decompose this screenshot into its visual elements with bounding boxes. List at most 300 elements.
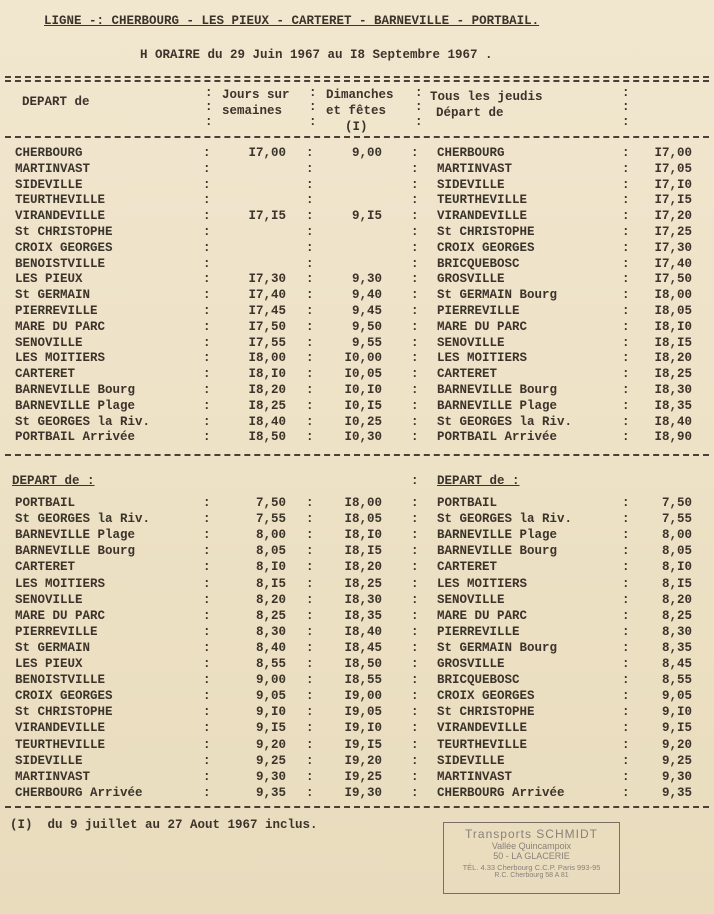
weekday-time: 8,55 — [255, 657, 286, 671]
column-separator: : — [411, 576, 419, 591]
column-separator: : — [306, 624, 314, 639]
column-separator: : — [203, 689, 211, 704]
column-separator: : — [622, 414, 630, 429]
weekday-time: I7,30 — [248, 272, 286, 287]
column-separator: : — [306, 705, 314, 720]
column-separator: : — [306, 367, 314, 382]
column-separator: : — [306, 209, 314, 224]
header-sundays-line1: Dimanches — [326, 88, 394, 102]
sunday-time: 9,00 — [351, 146, 382, 160]
thursday-stop-name: PORTBAIL Arrivée — [437, 430, 558, 445]
timetable-row — [0, 193, 714, 209]
column-separator: : — [622, 737, 630, 752]
stop-name: BARNEVILLE Bourg — [15, 544, 136, 559]
column-separator: : — [203, 737, 211, 752]
column-separator: : — [411, 335, 419, 350]
timetable-row — [0, 162, 714, 178]
stamp-phone: TÉL. 4.33 Cherbourg C.C.P. Paris 993-95 — [462, 863, 601, 872]
column-separator: : — [306, 673, 314, 688]
column-separator: : — [203, 304, 211, 318]
stop-name: CHERBOURG — [15, 146, 83, 160]
thursday-stop-name: TEURTHEVILLE — [437, 737, 528, 752]
thursday-time: I8,25 — [654, 367, 692, 382]
weekday-time: 8,05 — [255, 544, 286, 559]
thursday-stop-name: St GEORGES la Riv. — [437, 414, 573, 429]
column-separator: : — [622, 753, 630, 768]
sunday-time: I0,25 — [344, 414, 382, 429]
thursday-time: I8,I5 — [654, 335, 692, 350]
column-separator: : — [622, 398, 630, 413]
sunday-time: I0,I0 — [344, 383, 382, 397]
thursday-time: I7,40 — [654, 256, 692, 271]
timetable-row — [0, 512, 714, 528]
stop-name: SIDEVILLE — [15, 177, 83, 192]
timetable-row — [0, 430, 714, 446]
column-separator: : — [306, 560, 314, 575]
stamp-address: Vallée Quincampoix — [491, 841, 572, 851]
stop-name: LES MOITIERS — [15, 351, 106, 366]
column-separator: : — [411, 367, 419, 382]
column-separator: : — [306, 240, 314, 255]
stop-name: BENOISTVILLE — [15, 673, 106, 688]
timetable-row — [0, 257, 714, 273]
stop-name: MARTINVAST — [15, 161, 91, 176]
thursday-stop-name: St CHRISTOPHE — [437, 705, 535, 720]
stop-name: CROIX GEORGES — [15, 689, 113, 704]
thursday-time: 8,45 — [661, 657, 692, 671]
column-separator: : — [203, 560, 211, 575]
column-separator: : — [622, 657, 630, 671]
thursday-time: 9,25 — [661, 753, 692, 768]
stop-name: TEURTHEVILLE — [15, 737, 106, 752]
thursday-time: I7,05 — [654, 161, 692, 176]
sunday-time: I9,I0 — [344, 721, 382, 736]
timetable-row — [0, 673, 714, 689]
thursday-stop-name: CHERBOURG Arrivée — [437, 785, 565, 800]
column-separator: : — [411, 288, 419, 303]
column-separator: : — [203, 512, 211, 527]
thursday-time: I8,00 — [654, 288, 692, 303]
column-separator: : — [622, 177, 630, 192]
column-separator: : — [203, 640, 211, 655]
thursday-time: 8,35 — [661, 640, 692, 655]
column-separator: : — [306, 430, 314, 445]
header-separator: : : : — [205, 86, 213, 129]
timetable-row — [0, 528, 714, 544]
timetable-row — [0, 320, 714, 336]
column-separator: : — [306, 753, 314, 768]
column-separator: : — [411, 414, 419, 429]
column-separator: : — [622, 785, 630, 800]
column-separator: : — [306, 256, 314, 271]
column-separator: : — [411, 177, 419, 192]
column-separator: : — [411, 640, 419, 655]
column-separator: : — [306, 608, 314, 623]
timetable-row — [0, 560, 714, 576]
thursday-stop-name: MARE DU PARC — [437, 608, 528, 623]
thursday-stop-name: SENOVILLE — [437, 335, 505, 350]
timetable-row — [0, 721, 714, 737]
stop-name: SIDEVILLE — [15, 753, 83, 768]
stop-name: SENOVILLE — [15, 335, 83, 350]
stop-name: BARNEVILLE Bourg — [15, 383, 136, 397]
stop-name: BENOISTVILLE — [15, 256, 106, 271]
header-separator: : : : — [309, 86, 317, 129]
column-separator: : — [411, 225, 419, 239]
column-separator: : — [622, 496, 630, 510]
timetable-row — [0, 577, 714, 593]
column-separator: : — [622, 367, 630, 382]
thursday-stop-name: VIRANDEVILLE — [437, 721, 528, 736]
stop-name: St GERMAIN — [15, 640, 91, 655]
column-separator: : — [306, 319, 314, 334]
column-separator: : — [203, 256, 211, 271]
weekday-time: I8,50 — [248, 430, 286, 445]
thursday-time: I8,30 — [654, 383, 692, 397]
sunday-time: I0,30 — [344, 430, 382, 445]
thursday-stop-name: LES MOITIERS — [437, 576, 528, 591]
thursday-time: I7,25 — [654, 225, 692, 239]
weekday-time: 9,25 — [255, 753, 286, 768]
thursday-stop-name: GROSVILLE — [437, 657, 505, 671]
timetable-row — [0, 415, 714, 431]
column-separator: : — [306, 304, 314, 318]
stop-name: VIRANDEVILLE — [15, 721, 106, 736]
sunday-time: I8,35 — [344, 608, 382, 623]
column-separator: : — [306, 288, 314, 303]
column-separator: : — [203, 177, 211, 192]
divider-top — [5, 76, 709, 78]
thursday-time: 9,I0 — [661, 705, 692, 720]
timetable-row — [0, 641, 714, 657]
stop-name: VIRANDEVILLE — [15, 209, 106, 224]
thursday-time: 9,05 — [661, 689, 692, 704]
timetable-row — [0, 304, 714, 320]
sunday-time: I8,45 — [344, 640, 382, 655]
stop-name: SENOVILLE — [15, 592, 83, 607]
thursday-stop-name: PORTBAIL — [437, 496, 498, 510]
sunday-time: 9,I5 — [351, 209, 382, 224]
timetable-row — [0, 689, 714, 705]
column-separator: : — [306, 146, 314, 160]
column-separator: : — [203, 383, 211, 397]
thursday-stop-name: VIRANDEVILLE — [437, 209, 528, 224]
column-separator: : — [203, 657, 211, 671]
weekday-time: 9,20 — [255, 737, 286, 752]
column-separator: : — [411, 721, 419, 736]
column-separator: : — [622, 304, 630, 318]
column-separator: : — [622, 225, 630, 239]
thursday-time: I8,40 — [654, 414, 692, 429]
weekday-time: 8,00 — [255, 528, 286, 543]
thursday-time: 7,50 — [661, 496, 692, 510]
stop-name: MARTINVAST — [15, 769, 91, 784]
column-separator: : — [203, 351, 211, 366]
thursday-stop-name: St GEORGES la Riv. — [437, 512, 573, 527]
column-separator: : — [622, 721, 630, 736]
sunday-time: I9,30 — [344, 785, 382, 800]
weekday-time: I8,20 — [248, 383, 286, 397]
timetable-row — [0, 351, 714, 367]
sunday-time: 9,30 — [351, 272, 382, 287]
column-separator: : — [306, 225, 314, 239]
timetable-row — [0, 770, 714, 786]
weekday-time: I8,25 — [248, 398, 286, 413]
thursday-stop-name: MARTINVAST — [437, 769, 513, 784]
weekday-time: 9,30 — [255, 769, 286, 784]
header-sundays-line3: (I) — [345, 120, 368, 134]
column-separator: : — [306, 657, 314, 671]
column-separator: : — [411, 512, 419, 527]
column-separator: : — [411, 560, 419, 575]
weekday-time: I8,40 — [248, 414, 286, 429]
column-separator: : — [411, 753, 419, 768]
column-separator: : — [622, 383, 630, 397]
thursday-time: I8,20 — [654, 351, 692, 366]
timetable-row — [0, 593, 714, 609]
timetable-row — [0, 609, 714, 625]
stop-name: St CHRISTOPHE — [15, 705, 113, 720]
weekday-time: 9,I0 — [255, 705, 286, 720]
header-separator: : : : — [415, 86, 423, 129]
stamp-registry: R.C. Cherbourg 58 A 81 — [494, 872, 569, 879]
column-separator: : — [622, 512, 630, 527]
column-separator: : — [411, 383, 419, 397]
stop-name: St CHRISTOPHE — [15, 225, 113, 239]
column-separator: : — [411, 689, 419, 704]
thursday-time: I8,05 — [654, 304, 692, 318]
return-header-left: DEPART de : — [12, 474, 95, 488]
column-separator: : — [203, 624, 211, 639]
column-separator: : — [411, 544, 419, 559]
weekday-time: I7,45 — [248, 304, 286, 318]
return-header-separator: : — [411, 474, 419, 488]
thursday-stop-name: St GERMAIN Bourg — [437, 288, 558, 303]
weekday-time: I8,I0 — [248, 367, 286, 382]
column-separator: : — [411, 272, 419, 287]
timetable-row — [0, 496, 714, 512]
thursday-stop-name: MARE DU PARC — [437, 319, 528, 334]
thursday-stop-name: St CHRISTOPHE — [437, 225, 535, 239]
column-separator: : — [622, 256, 630, 271]
sunday-time: I8,05 — [344, 512, 382, 527]
thursday-stop-name: PIERREVILLE — [437, 624, 520, 639]
column-separator: : — [411, 146, 419, 160]
stamp-town: 50 - LA GLACERIE — [493, 851, 570, 861]
weekday-time: I7,55 — [248, 335, 286, 350]
timetable-row — [0, 146, 714, 162]
column-separator: : — [306, 193, 314, 208]
thursday-time: I8,35 — [654, 398, 692, 413]
column-separator: : — [306, 398, 314, 413]
column-separator: : — [306, 351, 314, 366]
sunday-time: I9,I5 — [344, 737, 382, 752]
stop-name: BARNEVILLE Plage — [15, 398, 136, 413]
column-separator: : — [411, 673, 419, 688]
weekday-time: I7,50 — [248, 319, 286, 334]
column-separator: : — [622, 430, 630, 445]
weekday-time: I7,00 — [248, 146, 286, 160]
timetable-row — [0, 738, 714, 754]
column-separator: : — [411, 304, 419, 318]
thursday-stop-name: BARNEVILLE Plage — [437, 398, 558, 413]
thursday-stop-name: CARTERET — [437, 367, 498, 382]
column-separator: : — [622, 319, 630, 334]
stop-name: LES PIEUX — [15, 657, 83, 671]
thursday-stop-name: BARNEVILLE Bourg — [437, 544, 558, 559]
sunday-time: I9,05 — [344, 705, 382, 720]
column-separator: : — [622, 624, 630, 639]
thursday-time: I7,30 — [654, 240, 692, 255]
thursday-stop-name: BRICQUEBOSC — [437, 673, 520, 688]
stop-name: TEURTHEVILLE — [15, 193, 106, 208]
column-separator: : — [622, 272, 630, 287]
column-separator: : — [203, 576, 211, 591]
stop-name: PIERREVILLE — [15, 624, 98, 639]
timetable-row — [0, 225, 714, 241]
column-separator: : — [306, 383, 314, 397]
column-separator: : — [203, 769, 211, 784]
column-separator: : — [622, 592, 630, 607]
column-separator: : — [203, 161, 211, 176]
thursday-time: 7,55 — [661, 512, 692, 527]
sunday-time: 9,55 — [351, 335, 382, 350]
sunday-time: I8,25 — [344, 576, 382, 591]
column-separator: : — [306, 769, 314, 784]
thursday-stop-name: BARNEVILLE Plage — [437, 528, 558, 543]
stamp-company: Transports SCHMIDT — [465, 827, 598, 841]
weekday-time: 8,I0 — [255, 560, 286, 575]
thursday-time: 8,20 — [661, 592, 692, 607]
column-separator: : — [306, 177, 314, 192]
thursday-time: 8,05 — [661, 544, 692, 559]
stop-name: PORTBAIL Arrivée — [15, 430, 136, 445]
column-separator: : — [203, 544, 211, 559]
divider-top-2 — [5, 80, 709, 82]
timetable-row — [0, 399, 714, 415]
header-depart: DEPART de — [22, 95, 90, 109]
sunday-time: I8,50 — [344, 657, 382, 671]
thursday-stop-name: CHERBOURG — [437, 146, 505, 160]
column-separator: : — [203, 785, 211, 800]
divider-middle — [5, 454, 709, 456]
sunday-time: I8,20 — [344, 560, 382, 575]
column-separator: : — [203, 367, 211, 382]
sunday-time: I8,00 — [344, 496, 382, 510]
thursday-time: 8,30 — [661, 624, 692, 639]
timetable-row — [0, 786, 714, 802]
thursday-stop-name: SIDEVILLE — [437, 753, 505, 768]
column-separator: : — [203, 272, 211, 287]
company-stamp — [443, 822, 620, 894]
thursday-time: 9,I5 — [661, 721, 692, 736]
column-separator: : — [622, 640, 630, 655]
column-separator: : — [622, 209, 630, 224]
column-separator: : — [411, 496, 419, 510]
thursday-stop-name: St GERMAIN Bourg — [437, 640, 558, 655]
timetable-row — [0, 272, 714, 288]
column-separator: : — [622, 544, 630, 559]
column-separator: : — [622, 146, 630, 160]
return-header-right: DEPART de : — [437, 474, 520, 488]
stop-name: PORTBAIL — [15, 496, 76, 510]
stop-name: MARE DU PARC — [15, 319, 106, 334]
timetable-row — [0, 367, 714, 383]
thursday-time: I8,I0 — [654, 319, 692, 334]
column-separator: : — [306, 161, 314, 176]
column-separator: : — [411, 624, 419, 639]
column-separator: : — [203, 496, 211, 510]
column-separator: : — [622, 689, 630, 704]
column-separator: : — [306, 272, 314, 287]
weekday-time: 9,35 — [255, 785, 286, 800]
column-separator: : — [306, 544, 314, 559]
timetable-row — [0, 178, 714, 194]
weekday-time: 9,00 — [255, 673, 286, 688]
column-separator: : — [203, 673, 211, 688]
header-thursdays-line2: Départ de — [436, 106, 504, 120]
sunday-time: I9,00 — [344, 689, 382, 704]
weekday-time: 7,55 — [255, 512, 286, 527]
column-separator: : — [411, 209, 419, 224]
header-weekdays-line2: semaines — [222, 104, 283, 118]
footnote: (I) du 9 juillet au 27 Aout 1967 inclus. — [10, 818, 318, 832]
column-separator: : — [411, 528, 419, 543]
column-separator: : — [203, 705, 211, 720]
weekday-time: 9,05 — [255, 689, 286, 704]
column-separator: : — [622, 560, 630, 575]
thursday-time: I7,I0 — [654, 177, 692, 192]
timetable-row — [0, 288, 714, 304]
stop-name: PIERREVILLE — [15, 304, 98, 318]
header-sundays-line2: et fêtes — [326, 104, 387, 118]
sunday-time: 9,50 — [351, 319, 382, 334]
thursday-time: 8,25 — [661, 608, 692, 623]
sunday-time: I8,I5 — [344, 544, 382, 559]
thursday-stop-name: PIERREVILLE — [437, 304, 520, 318]
column-separator: : — [622, 351, 630, 366]
header-weekdays-line1: Jours sur — [222, 88, 290, 102]
column-separator: : — [306, 640, 314, 655]
thursday-time: I7,50 — [654, 272, 692, 287]
column-separator: : — [411, 737, 419, 752]
stop-name: LES PIEUX — [15, 272, 83, 287]
column-separator: : — [411, 351, 419, 366]
column-separator: : — [411, 592, 419, 607]
column-separator: : — [622, 193, 630, 208]
thursday-stop-name: GROSVILLE — [437, 272, 505, 287]
sunday-time: I8,55 — [344, 673, 382, 688]
weekday-time: 8,I5 — [255, 576, 286, 591]
thursday-time: I7,00 — [654, 146, 692, 160]
timetable-row — [0, 705, 714, 721]
column-separator: : — [622, 335, 630, 350]
column-separator: : — [411, 319, 419, 334]
column-separator: : — [411, 769, 419, 784]
thursday-stop-name: BARNEVILLE Bourg — [437, 383, 558, 397]
weekday-time: 9,I5 — [255, 721, 286, 736]
stop-name: CARTERET — [15, 367, 76, 382]
thursday-time: I7,20 — [654, 209, 692, 224]
sunday-time: I9,25 — [344, 769, 382, 784]
thursday-stop-name: SENOVILLE — [437, 592, 505, 607]
column-separator: : — [622, 576, 630, 591]
stop-name: St GEORGES la Riv. — [15, 414, 151, 429]
column-separator: : — [306, 576, 314, 591]
stop-name: CHERBOURG Arrivée — [15, 785, 143, 800]
header-separator: : : : — [622, 86, 630, 129]
timetable-row — [0, 336, 714, 352]
